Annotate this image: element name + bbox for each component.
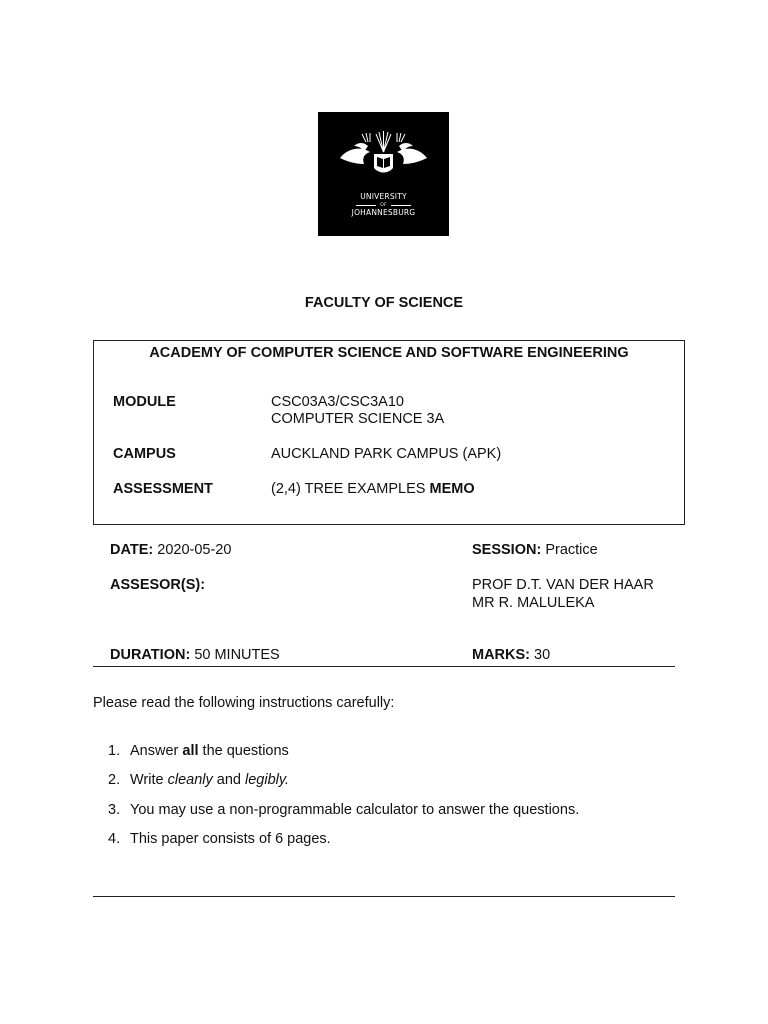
- instruction-item: 1. Answer all the questions: [108, 743, 289, 759]
- instruction-item: 2. Write cleanly and legibly.: [108, 772, 290, 788]
- duration-field: [110, 646, 280, 664]
- assessors-value: [472, 576, 654, 612]
- faculty-title: FACULTY OF SCIENCE: [304, 295, 464, 311]
- assessor-1: PROF D.T. VAN DER HAAR: [472, 577, 654, 593]
- instruction-item: 4. This paper consists of 6 pages.: [108, 831, 331, 847]
- date-field: [110, 541, 231, 559]
- university-logo: [318, 112, 449, 236]
- session-value: Practice: [545, 542, 598, 558]
- assessment-title: (2,4) TREE EXAMPLES: [271, 481, 426, 497]
- academy-title: ACADEMY OF COMPUTER SCIENCE AND SOFTWARE ENGINEERING: [149, 345, 629, 361]
- date-label: DATE:: [110, 542, 154, 558]
- divider-top: [93, 666, 675, 667]
- logo-of-text: OF: [380, 203, 387, 208]
- divider-bottom: [93, 896, 675, 897]
- assessors-label: ASSESOR(S):: [110, 577, 206, 593]
- duration-label: DURATION:: [110, 647, 191, 663]
- marks-value: 30: [534, 647, 551, 663]
- module-code: CSC03A3/CSC3A10: [271, 394, 404, 410]
- marks-label: MARKS:: [472, 647, 530, 663]
- instructions-intro: Please read the following instructions carefully:: [93, 695, 395, 711]
- duration-value: 50 MINUTES: [194, 647, 280, 663]
- assessment-label: ASSESSMENT: [113, 481, 213, 497]
- campus-label: CAMPUS: [113, 446, 176, 462]
- crest-icon: [318, 112, 449, 192]
- logo-johannesburg-text: JOHANNESBURG: [351, 208, 416, 217]
- module-label: MODULE: [113, 394, 176, 410]
- logo-university-text: UNIVERSITY: [360, 192, 407, 201]
- module-info-box: [93, 340, 685, 525]
- assessment-memo: MEMO: [429, 481, 475, 497]
- assessor-2: MR R. MALULEKA: [472, 595, 595, 611]
- instruction-item: 3. You may use a non-programmable calculator to answer the questions.: [108, 802, 580, 818]
- session-field: [472, 541, 598, 559]
- module-name: COMPUTER SCIENCE 3A: [271, 411, 445, 427]
- campus-value: AUCKLAND PARK CAMPUS (APK): [271, 446, 502, 462]
- marks-field: [472, 646, 550, 664]
- assessment-value: [271, 481, 475, 498]
- logo-rule-right: [391, 205, 411, 206]
- date-value: 2020-05-20: [157, 542, 232, 558]
- module-value: [271, 394, 444, 428]
- session-label: SESSION:: [472, 542, 542, 558]
